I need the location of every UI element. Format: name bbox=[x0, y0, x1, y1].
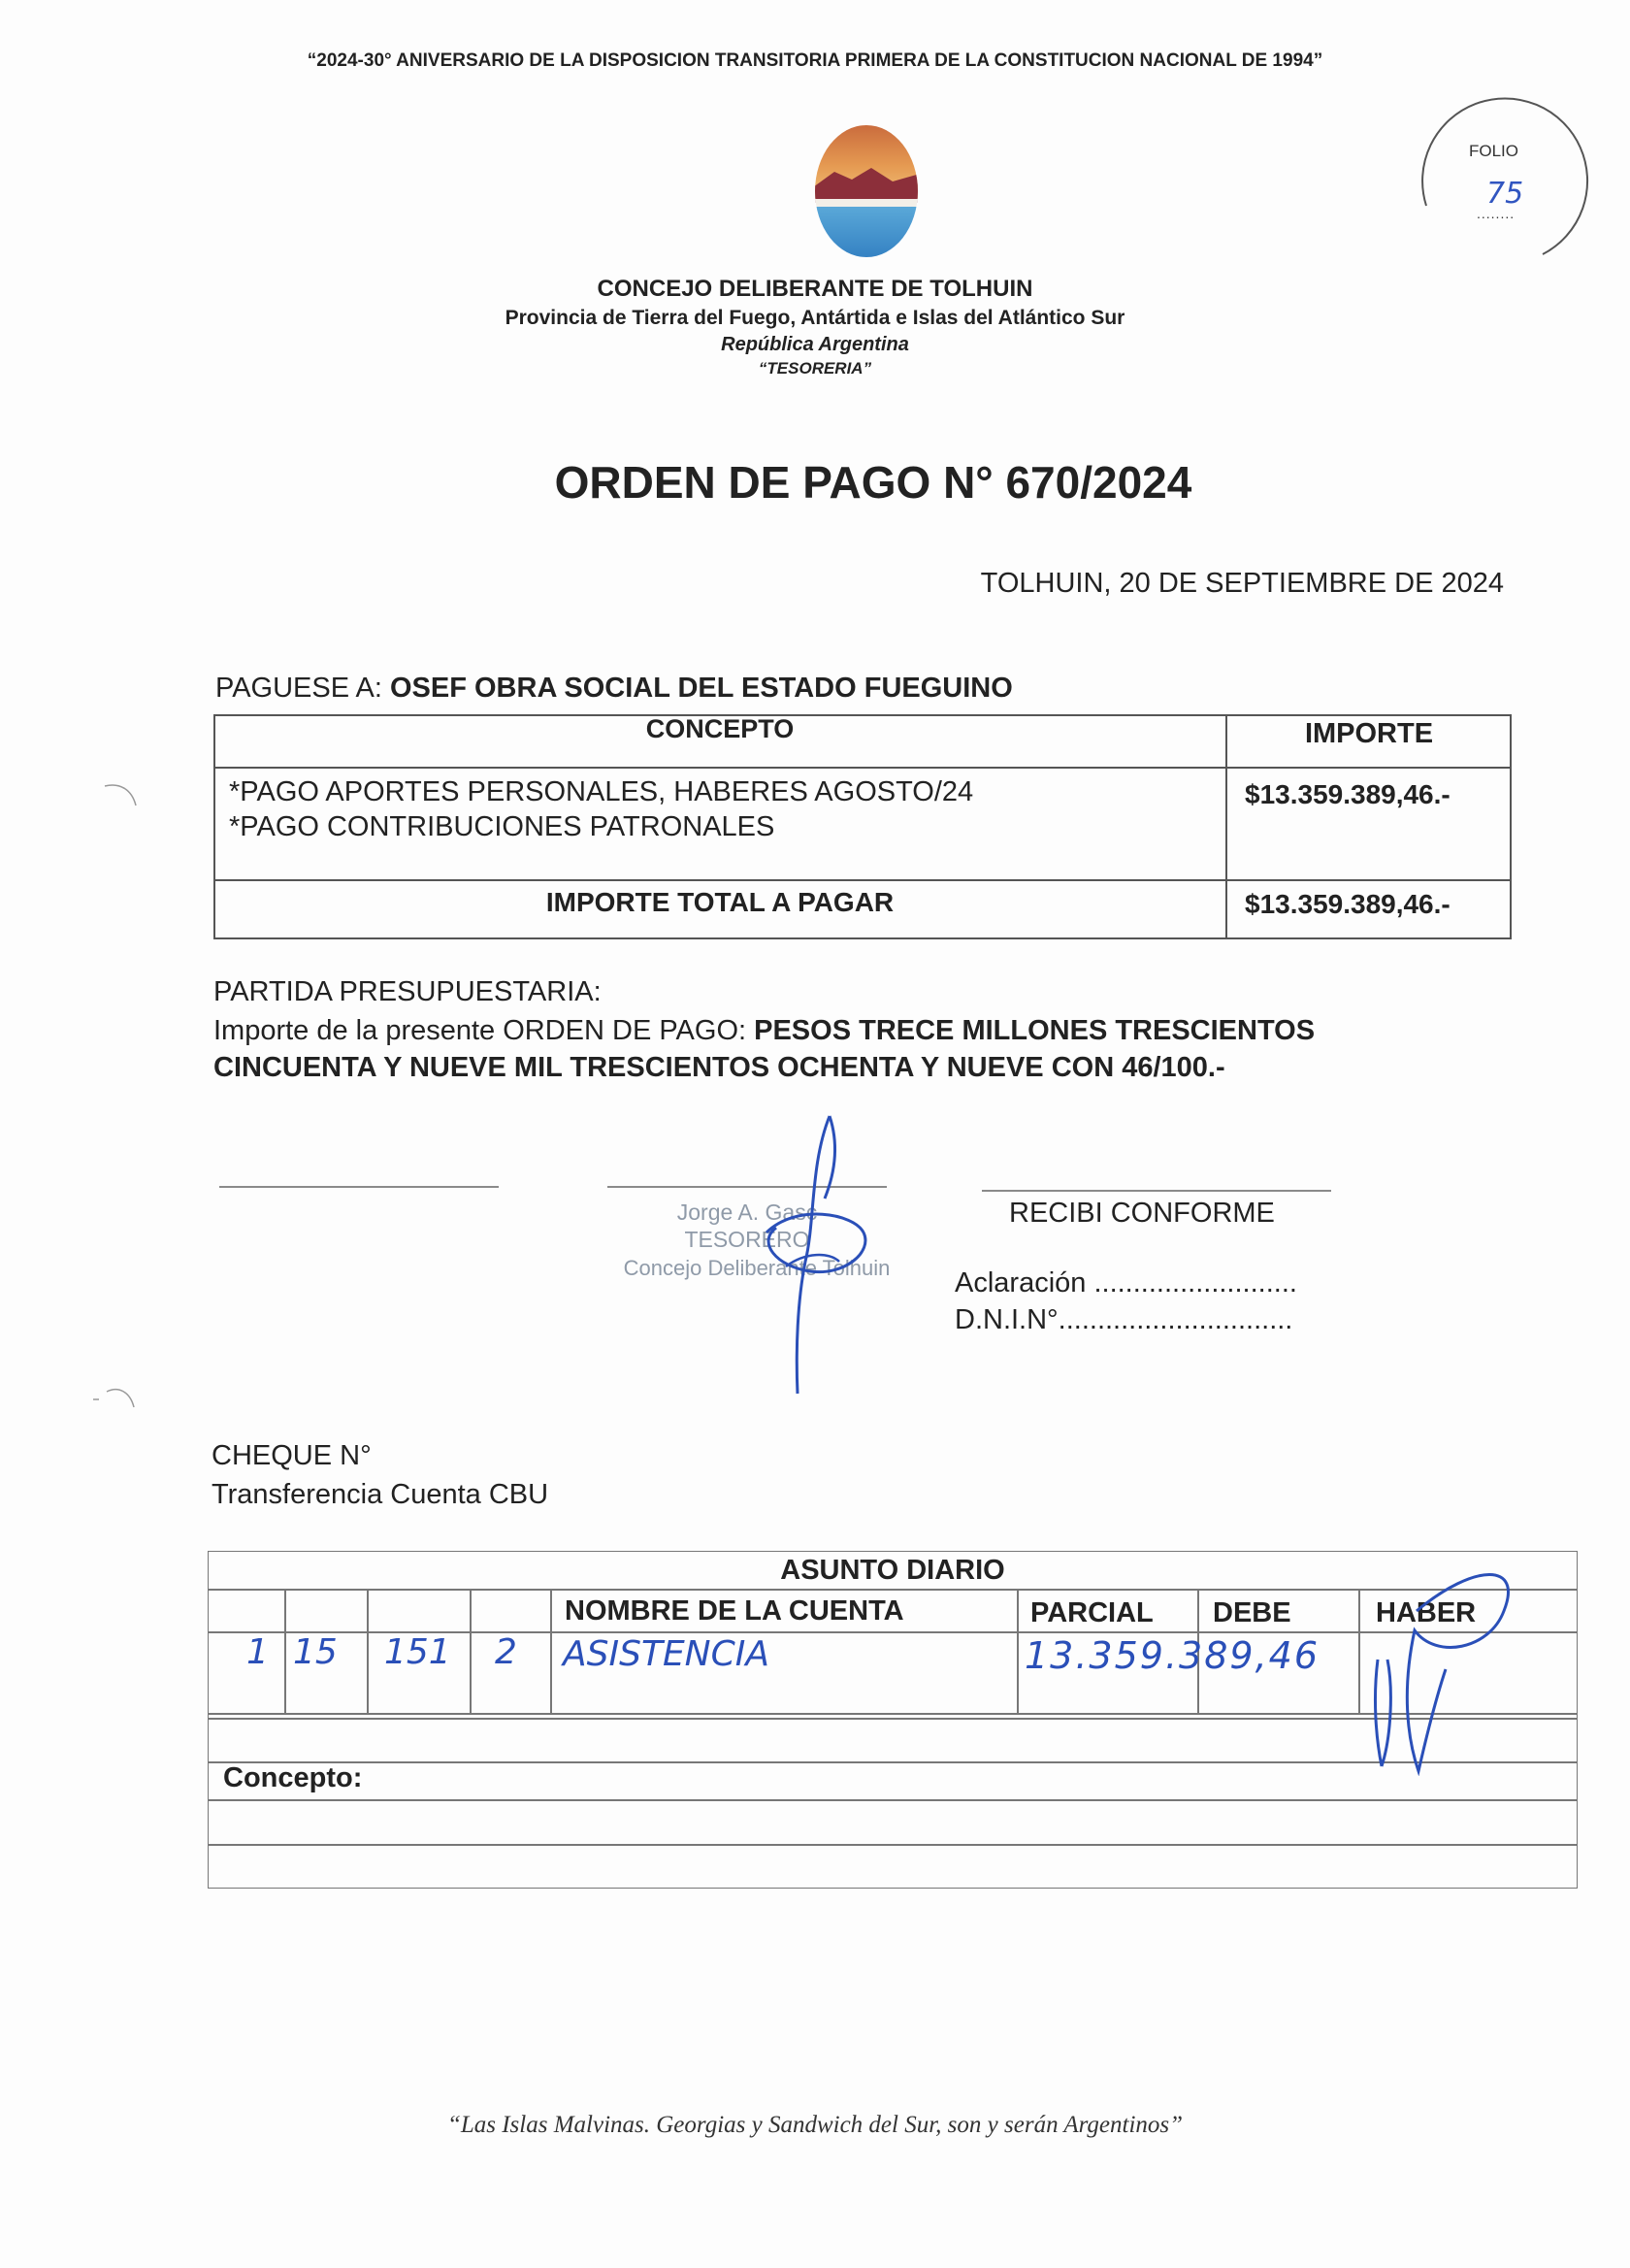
ledger-hand-c3: 151 bbox=[384, 1632, 451, 1672]
signature-line-left bbox=[219, 1186, 499, 1188]
order-title: ORDEN DE PAGO N° 670/2024 bbox=[554, 457, 1192, 508]
concept-line-1: *PAGO APORTES PERSONALES, HABERES AGOSTO/24 bbox=[229, 776, 974, 807]
org-name: CONCEJO DELIBERANTE DE TOLHUIN bbox=[597, 276, 1033, 302]
payee-line bbox=[215, 673, 1013, 705]
punch-mark-bottom bbox=[89, 1378, 147, 1417]
treasurer-title: TESORERO bbox=[684, 1227, 810, 1252]
amount-prefix: Importe de la presente ORDEN DE PAGO: bbox=[213, 1015, 747, 1046]
total-label: IMPORTE TOTAL A PAGAR bbox=[545, 887, 895, 917]
received-label: RECIBI CONFORME bbox=[1009, 1198, 1275, 1229]
ledger-col-debit: DEBE bbox=[1213, 1597, 1291, 1628]
amount-words-part-1: PESOS TRECE MILLONES TRESCIENTOS bbox=[754, 1015, 1316, 1046]
ledger-hand-amount: 13.359.389,46 bbox=[1025, 1634, 1320, 1677]
ledger-hand-c1: 1 bbox=[246, 1632, 269, 1672]
ledger-hand-c4: 2 bbox=[495, 1632, 517, 1672]
ledger-col-credit: HABER bbox=[1376, 1597, 1477, 1628]
amount-words-part-2: CINCUENTA Y NUEVE MIL TRESCIENTOS OCHENTA Y NUEVE CON 46/100.- bbox=[213, 1052, 1225, 1083]
ledger-hand-c2: 15 bbox=[293, 1632, 338, 1672]
province-line: Provincia de Tierra del Fuego, Antártida e Islas del Atlántico Sur bbox=[505, 307, 1125, 329]
folio-dots: ........ bbox=[1477, 206, 1516, 221]
treasurer-name: Jorge A. Gasc bbox=[676, 1200, 818, 1225]
folio-stamp bbox=[1397, 60, 1591, 264]
ledger-col-account-name: NOMBRE DE LA CUENTA bbox=[565, 1595, 904, 1627]
ledger-initials bbox=[1358, 1553, 1533, 1776]
signature-line-receiver bbox=[982, 1190, 1331, 1192]
department-line: “TESORERIA” bbox=[758, 359, 872, 378]
treasurer-signature bbox=[737, 1106, 893, 1397]
total-amount: $13.359.389,46.- bbox=[1245, 889, 1451, 919]
council-logo bbox=[813, 123, 920, 259]
ledger-hand-account: ASISTENCIA bbox=[563, 1634, 769, 1674]
amount-header: IMPORTE bbox=[1304, 718, 1434, 749]
payee-label: PAGUESE A: bbox=[215, 673, 382, 704]
dni-field: D.N.I.N°.............................. bbox=[955, 1304, 1293, 1335]
concept-line-2: *PAGO CONTRIBUCIONES PATRONALES bbox=[229, 811, 775, 842]
ledger-col-partial: PARCIAL bbox=[1030, 1597, 1154, 1628]
budget-label: PARTIDA PRESUPUESTARIA: bbox=[213, 976, 602, 1007]
ledger-concept-label: Concepto: bbox=[223, 1762, 363, 1793]
folio-label: FOLIO bbox=[1469, 142, 1519, 160]
transfer-label: Transferencia Cuenta CBU bbox=[212, 1479, 549, 1510]
payee-name: OSEF OBRA SOCIAL DEL ESTADO FUEGUINO bbox=[389, 673, 1013, 704]
treasurer-org: Concejo Deliberante Tolhuin bbox=[623, 1256, 891, 1280]
clarification-field: Aclaración .......................... bbox=[955, 1267, 1297, 1298]
ledger-title: ASUNTO DIARIO bbox=[780, 1555, 1005, 1586]
concept-header: CONCEPTO bbox=[645, 714, 795, 743]
country-line: República Argentina bbox=[721, 334, 909, 355]
folio-number: 75 bbox=[1486, 177, 1524, 211]
amount-words-line-1 bbox=[213, 1015, 1315, 1047]
anniversary-header: “2024-30° ANIVERSARIO DE LA DISPOSICION TRANSITORIA PRIMERA DE LA CONSTITUCION NACIONAL DE 1994” bbox=[307, 50, 1323, 71]
punch-mark-top bbox=[97, 776, 146, 815]
place-date: TOLHUIN, 20 DE SEPTIEMBRE DE 2024 bbox=[980, 568, 1504, 599]
footer-motto: “Las Islas Malvinas. Georgias y Sandwich del Sur, son y serán Argentinos” bbox=[446, 2112, 1184, 2138]
concept-amount: $13.359.389,46.- bbox=[1245, 779, 1451, 809]
cheque-label: CHEQUE N° bbox=[212, 1440, 372, 1471]
